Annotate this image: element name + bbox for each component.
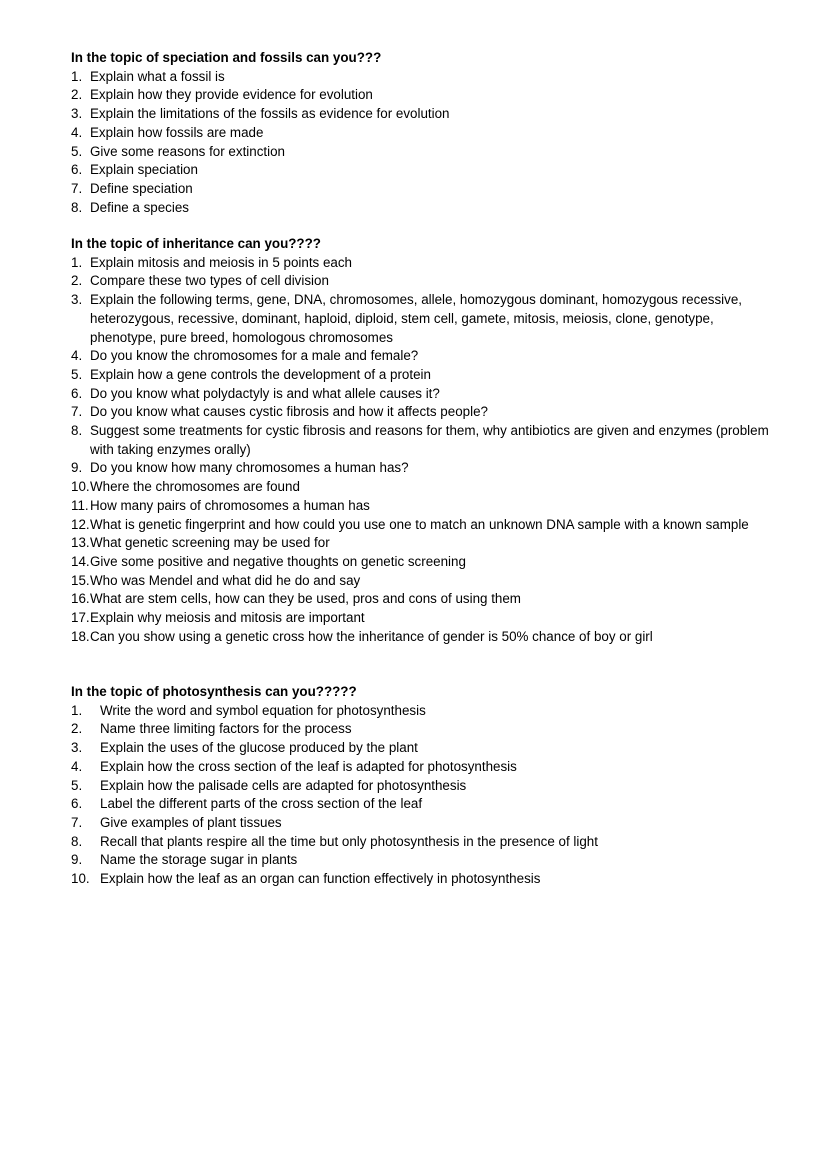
item-number: 5.: [71, 143, 83, 159]
list-item: [71, 199, 771, 218]
item-text: Explain the following terms, gene, DNA, chromosomes, allele, homozygous dominant, homozygous recessive, heterozygous, recessive, dominant, haploid, diploid, stem cell, gamete, mitosis, meiosis, clone, genotype, phenotype, pure breed, homologous chromosomes: [90, 292, 742, 345]
question-list: [71, 702, 771, 889]
item-number: 8.: [71, 199, 83, 215]
item-text: Explain how fossils are made: [90, 124, 264, 140]
item-number: 3.: [71, 292, 83, 308]
list-item: [71, 534, 771, 553]
item-number: 8.: [71, 423, 83, 439]
item-number: 5.: [71, 777, 83, 793]
item-number: 7.: [71, 404, 83, 420]
list-item: [71, 795, 771, 814]
item-number: 4.: [71, 124, 83, 140]
item-text: Give examples of plant tissues: [100, 814, 282, 830]
item-number: 11.: [71, 497, 89, 513]
list-item: [71, 403, 771, 422]
list-item: [71, 272, 771, 291]
list-item: [71, 124, 771, 143]
item-number: 2.: [71, 721, 83, 737]
item-number: 1.: [71, 68, 83, 84]
list-item: [71, 553, 771, 572]
item-text: Explain how they provide evidence for evolution: [90, 87, 373, 103]
item-text: Explain how a gene controls the development of a protein: [90, 366, 431, 382]
list-item: [71, 254, 771, 273]
list-item: [71, 572, 771, 591]
list-item: [71, 68, 771, 87]
list-item: [71, 86, 771, 105]
item-text: Explain how the cross section of the leaf is adapted for photosynthesis: [100, 758, 517, 774]
item-text: Define a species: [90, 199, 189, 215]
item-number: 17.: [71, 610, 90, 626]
list-item: [71, 758, 771, 777]
question-list: [71, 68, 771, 218]
list-item: [71, 870, 771, 889]
item-text: Name the storage sugar in plants: [100, 852, 298, 868]
list-item: [71, 814, 771, 833]
item-text: Can you show using a genetic cross how the inheritance of gender is 50% chance of boy or girl: [90, 628, 653, 644]
list-item: [71, 851, 771, 870]
list-item: [71, 739, 771, 758]
item-text: Explain mitosis and meiosis in 5 points each: [90, 254, 352, 270]
item-text: Where the chromosomes are found: [90, 479, 300, 495]
item-number: 13.: [71, 535, 90, 551]
list-item: [71, 161, 771, 180]
list-item: [71, 105, 771, 124]
list-item: [71, 720, 771, 739]
item-text: Do you know the chromosomes for a male and female?: [90, 348, 419, 364]
list-item: [71, 143, 771, 162]
list-item: [71, 291, 771, 347]
item-text: Explain how the leaf as an organ can function effectively in photosynthesis: [100, 871, 541, 887]
item-text: Write the word and symbol equation for photosynthesis: [100, 702, 426, 718]
list-item: [71, 385, 771, 404]
item-text: Do you know what polydactyly is and what allele causes it?: [90, 385, 440, 401]
item-number: 10.: [71, 479, 90, 495]
item-text: Explain speciation: [90, 162, 198, 178]
list-item: [71, 459, 771, 478]
item-text: Explain what a fossil is: [90, 68, 225, 84]
item-text: Do you know how many chromosomes a human has?: [90, 460, 409, 476]
item-number: 6.: [71, 385, 83, 401]
item-text: Give some reasons for extinction: [90, 143, 285, 159]
item-number: 7.: [71, 180, 83, 196]
item-number: 3.: [71, 106, 83, 122]
list-item: [71, 590, 771, 609]
list-item: [71, 478, 771, 497]
item-number: 5.: [71, 366, 83, 382]
item-number: 6.: [71, 796, 83, 812]
list-item: [71, 422, 771, 459]
item-text: What are stem cells, how can they be used, pros and cons of using them: [90, 591, 521, 607]
item-number: 12.: [71, 516, 90, 532]
list-item: [71, 180, 771, 199]
item-number: 7.: [71, 814, 83, 830]
item-number: 15.: [71, 572, 90, 588]
list-item: [71, 628, 771, 647]
item-number: 9.: [71, 460, 83, 476]
question-list: [71, 254, 771, 647]
item-text: Explain why meiosis and mitosis are important: [90, 610, 365, 626]
item-number: 1.: [71, 702, 83, 718]
item-text: Explain how the palisade cells are adapted for photosynthesis: [100, 777, 467, 793]
list-item: [71, 516, 771, 535]
item-text: Name three limiting factors for the process: [100, 721, 352, 737]
item-number: 4.: [71, 348, 83, 364]
item-text: Do you know what causes cystic fibrosis and how it affects people?: [90, 404, 488, 420]
section-inheritance: [71, 235, 771, 646]
item-text: Recall that plants respire all the time but only photosynthesis in the presence of light: [100, 833, 598, 849]
list-item: [71, 497, 771, 516]
item-number: 16.: [71, 591, 90, 607]
item-number: 2.: [71, 273, 83, 289]
item-number: 6.: [71, 162, 83, 178]
item-text: Suggest some treatments for cystic fibrosis and reasons for them, why antibiotics are given and enzymes (problem with taking enzymes orally): [90, 423, 769, 457]
section-heading: In the topic of speciation and fossils can you???: [71, 50, 382, 65]
item-number: 10.: [71, 871, 90, 887]
section-photosynthesis: [71, 683, 771, 889]
list-item: [71, 702, 771, 721]
section-heading: In the topic of inheritance can you????: [71, 236, 321, 251]
item-text: How many pairs of chromosomes a human has: [90, 497, 370, 513]
item-number: 9.: [71, 852, 83, 868]
item-text: Label the different parts of the cross section of the leaf: [100, 796, 423, 812]
item-text: Give some positive and negative thoughts on genetic screening: [90, 553, 466, 569]
item-text: Compare these two types of cell division: [90, 273, 329, 289]
item-text: Define speciation: [90, 180, 193, 196]
list-item: [71, 609, 771, 628]
item-text: Explain the limitations of the fossils as evidence for evolution: [90, 106, 450, 122]
item-number: 1.: [71, 254, 83, 270]
item-text: What is genetic fingerprint and how could you use one to match an unknown DNA sample with a known sample: [90, 516, 749, 532]
item-number: 8.: [71, 833, 83, 849]
list-item: [71, 366, 771, 385]
list-item: [71, 833, 771, 852]
item-text: Who was Mendel and what did he do and say: [90, 572, 361, 588]
item-text: What genetic screening may be used for: [90, 535, 330, 551]
list-item: [71, 777, 771, 796]
item-number: 14.: [71, 553, 90, 569]
item-number: 4.: [71, 758, 83, 774]
section-speciation-fossils: [71, 49, 771, 217]
item-number: 3.: [71, 740, 83, 756]
item-text: Explain the uses of the glucose produced by the plant: [100, 740, 418, 756]
item-number: 2.: [71, 87, 83, 103]
section-heading: In the topic of photosynthesis can you?????: [71, 684, 357, 699]
item-number: 18.: [71, 628, 90, 644]
list-item: [71, 347, 771, 366]
